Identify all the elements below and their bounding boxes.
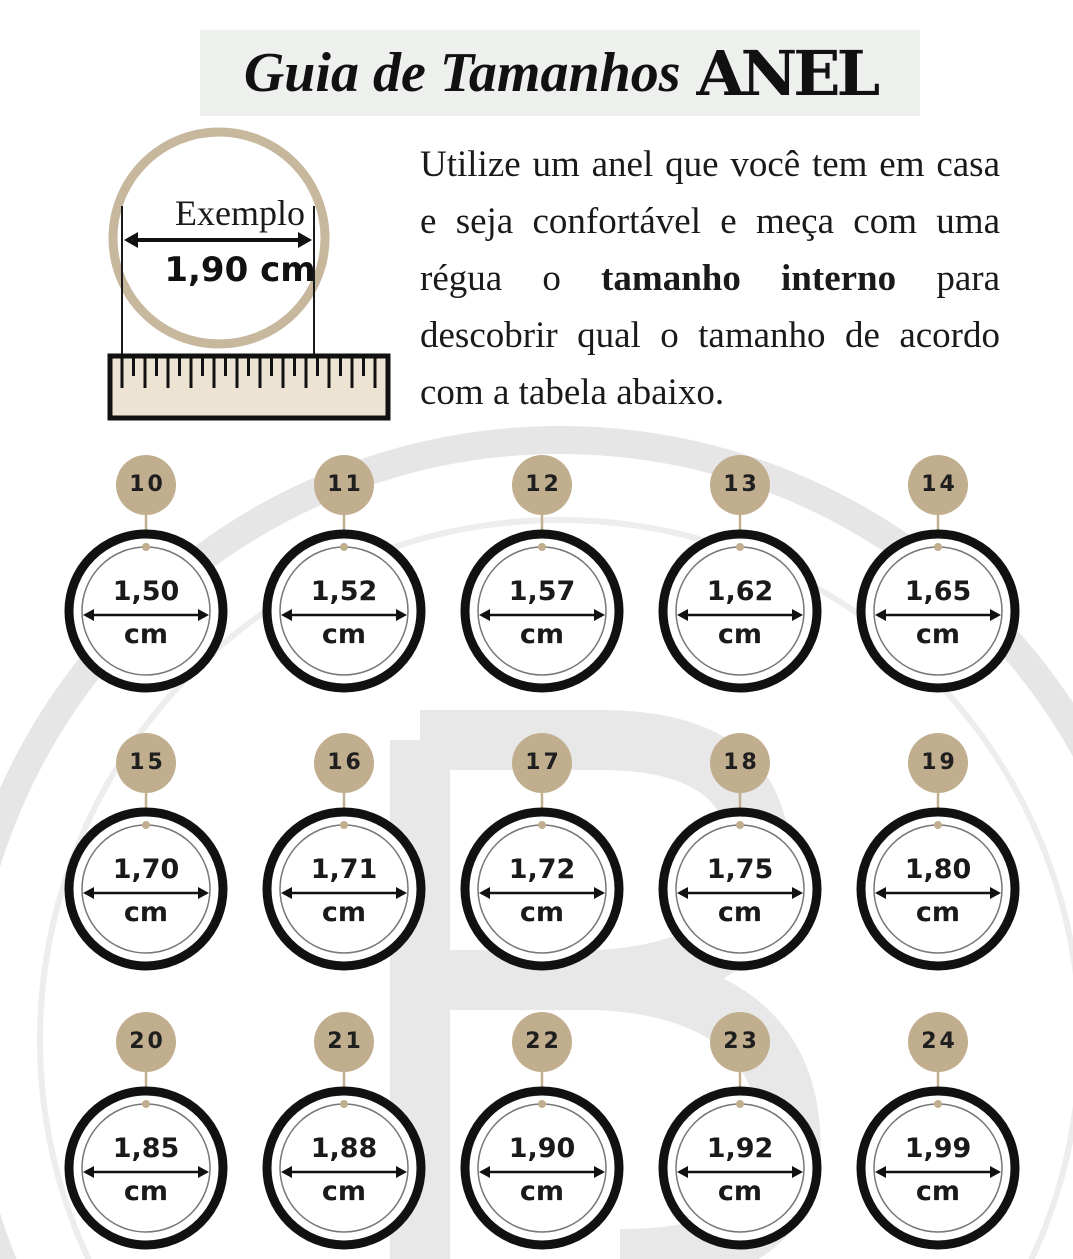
size-number-badge: 23 bbox=[723, 1029, 760, 1054]
size-diameter: 1,70 bbox=[112, 854, 180, 885]
ring-size-10 bbox=[61, 455, 231, 695]
size-unit: cm bbox=[717, 897, 763, 928]
size-unit: cm bbox=[519, 1176, 565, 1207]
example-label: Exemplo bbox=[175, 193, 305, 233]
ring-size-23 bbox=[655, 1012, 825, 1252]
size-unit: cm bbox=[321, 1176, 367, 1207]
ring-size-19 bbox=[853, 733, 1023, 973]
size-unit: cm bbox=[321, 897, 367, 928]
ring-size-13 bbox=[655, 455, 825, 695]
size-number-badge: 24 bbox=[921, 1029, 958, 1054]
size-number-badge: 18 bbox=[723, 750, 760, 775]
size-number-badge: 21 bbox=[327, 1029, 364, 1054]
size-diameter: 1,85 bbox=[112, 1133, 180, 1164]
size-number-badge: 22 bbox=[525, 1029, 562, 1054]
size-number-badge: 19 bbox=[921, 750, 958, 775]
size-diameter: 1,80 bbox=[904, 854, 972, 885]
size-diameter: 1,62 bbox=[706, 576, 774, 607]
size-diameter: 1,90 bbox=[508, 1133, 576, 1164]
ring-size-12 bbox=[457, 455, 627, 695]
size-number-badge: 13 bbox=[723, 472, 760, 497]
size-diameter: 1,88 bbox=[310, 1133, 378, 1164]
size-unit: cm bbox=[915, 619, 961, 650]
size-unit: cm bbox=[717, 619, 763, 650]
size-number-badge: 20 bbox=[129, 1029, 166, 1054]
size-unit: cm bbox=[123, 1176, 169, 1207]
size-diameter: 1,50 bbox=[112, 576, 180, 607]
example-value: 1,90 cm bbox=[164, 250, 316, 290]
size-unit: cm bbox=[123, 897, 169, 928]
size-number-badge: 14 bbox=[921, 472, 958, 497]
size-diameter: 1,52 bbox=[310, 576, 378, 607]
ring-size-16 bbox=[259, 733, 429, 973]
size-diameter: 1,72 bbox=[508, 854, 576, 885]
instructions-part-1: Utilize um anel que você tem em casa e seja confortável e meça com uma régua o bbox=[420, 144, 1000, 299]
ring-size-11 bbox=[259, 455, 429, 695]
size-unit: cm bbox=[717, 1176, 763, 1207]
ring-size-20 bbox=[61, 1012, 231, 1252]
size-unit: cm bbox=[321, 619, 367, 650]
ring-size-24 bbox=[853, 1012, 1023, 1252]
page-title-accent: ANEL bbox=[696, 36, 877, 110]
size-number-badge: 15 bbox=[129, 750, 166, 775]
size-diameter: 1,65 bbox=[904, 576, 972, 607]
page-title: Guia de Tamanhos bbox=[243, 42, 681, 104]
size-unit: cm bbox=[123, 619, 169, 650]
size-number-badge: 17 bbox=[525, 750, 562, 775]
size-number-badge: 12 bbox=[525, 472, 562, 497]
ring-size-14 bbox=[853, 455, 1023, 695]
size-unit: cm bbox=[519, 619, 565, 650]
size-number-badge: 10 bbox=[129, 472, 166, 497]
ring-size-21 bbox=[259, 1012, 429, 1252]
size-unit: cm bbox=[915, 897, 961, 928]
size-unit: cm bbox=[915, 1176, 961, 1207]
size-diameter: 1,92 bbox=[706, 1133, 774, 1164]
ring-size-15 bbox=[61, 733, 231, 973]
instructions-part-2: para descobrir qual o tamanho de acordo com a tabela abaixo. bbox=[420, 258, 1000, 413]
size-diameter: 1,71 bbox=[310, 854, 378, 885]
ring-size-18 bbox=[655, 733, 825, 973]
ring-size-17 bbox=[457, 733, 627, 973]
size-diameter: 1,99 bbox=[904, 1133, 972, 1164]
size-diameter: 1,75 bbox=[706, 854, 774, 885]
size-unit: cm bbox=[519, 897, 565, 928]
size-number-badge: 11 bbox=[327, 472, 364, 497]
ring-size-22 bbox=[457, 1012, 627, 1252]
size-diameter: 1,57 bbox=[508, 576, 576, 607]
size-number-badge: 16 bbox=[327, 750, 364, 775]
instructions-emphasis: tamanho interno bbox=[601, 258, 897, 299]
